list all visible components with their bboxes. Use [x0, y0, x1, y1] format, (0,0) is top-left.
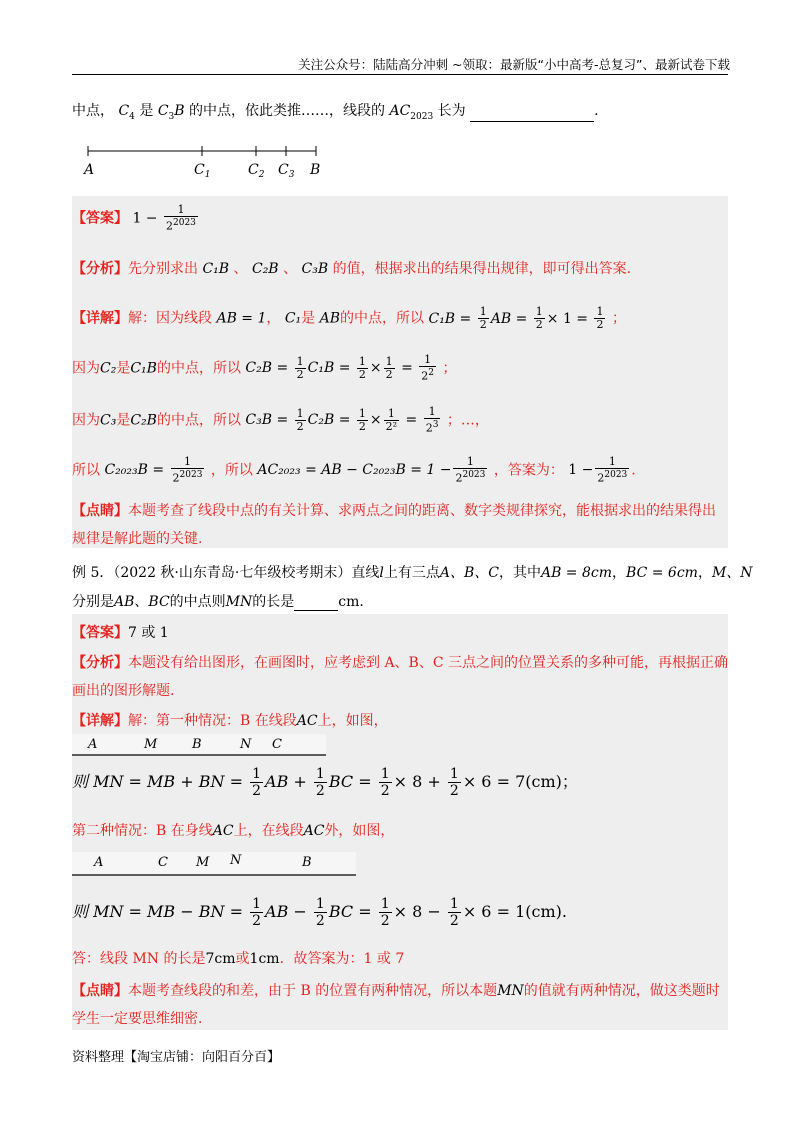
ex5-calc-2: 则 MN = MB − BN = $\frac{1}{2}$ AB − $\frac{1}{2}$ BC = $\frac{1}{2}$ × 8 − $\frac{1}{2}$ × 6 = 1(cm). [72, 896, 567, 929]
fig2-label-c: C [158, 855, 168, 870]
fig1-label-c: C [272, 737, 282, 752]
label-c3: $C_3$ [278, 162, 295, 180]
ex5-case-2: 第二种情况：B 在身线AC上，在线段AC外，如图， [72, 823, 395, 839]
answer-blank[interactable] [470, 121, 594, 122]
fig2-label-n: N [230, 853, 242, 868]
ex4-review-1: 【点睛】本题考查了线段中点的有关计算、求两点之间的距离、数字类规律探究，能根据求出的结果得出 [72, 503, 716, 519]
ex4-review-2: 规律是解此题的关键. [72, 531, 203, 547]
answer-blank[interactable] [294, 610, 338, 611]
figure-case-1 [72, 734, 332, 762]
label-c2: $C_2$ [248, 162, 265, 180]
ex5-review-2: 学生一定要思维细密. [72, 1011, 203, 1027]
page-footer: 资料整理【淘宝店铺：向阳百分百】 [72, 1050, 281, 1065]
ex4-detail-1: 【详解】解：因为线段 AB = 1， C₁是 AB的中点，所以 C₁B = $\frac{1}{2}$ AB = $\frac{1}{2}$ × 1 = $\frac{1}{2}$ ； [72, 305, 626, 331]
ex4-detail-3: 因为C₃是C₂B的中点，所以 C₃B = $\frac{1}{2}$ C₂B = $\frac{1}{2}$ × $\frac{1}{\text{2²}}$ = $\frac{1}{2^3}$ ；…， [72, 405, 489, 435]
fig1-label-n: N [240, 737, 252, 752]
fig1-label-a: A [88, 737, 98, 752]
ex5-calc-1: 则 MN = MB + BN = $\frac{1}{2}$ AB + $\frac{1}{2}$ BC = $\frac{1}{2}$ × 8 + $\frac{1}{2}$ × 6 = 7(cm)； [72, 766, 578, 799]
ex5-conclusion: 答：线段 MN 的长是7cm或1cm．故答案为：1 或 7 [72, 951, 405, 967]
ex5-analysis-1: 【分析】本题没有给出图形，在画图时，应考虑到 A、B、C 三点之间的位置关系的多种可能，再根据正确 [72, 655, 729, 671]
label-c1: $C_1$ [194, 162, 211, 180]
ex5-question-1: 例 5．（2022 秋·山东青岛·七年级校考期末）直线l上有三点A、B、C，其中AB = 8cm，BC = 6cm，M、N [72, 565, 753, 581]
figure-case-2 [72, 852, 362, 882]
label-a: A [84, 162, 95, 178]
ex4-detail-4: 所以 C₂₀₂₃B = $\frac{1}{2^{2023}}$ ，所以 AC₂₀₂₃ = AB − C₂₀₂₃B = 1 − $\frac{1}{2^{2023}}$ ，答案为： 1 − $\frac{1}{2^{2023}}$ . [72, 455, 636, 485]
fig2-label-m: M [196, 855, 210, 870]
ex5-answer: 【答案】7 或 1 [72, 625, 169, 641]
fig2-label-a: A [94, 855, 104, 870]
ex5-review-1: 【点睛】本题考查线段的和差，由于 B 的位置有两种情况，所以本题MN的值就有两种情况，做这类题时 [72, 983, 720, 999]
ex5-detail-1: 【详解】解：第一种情况：B 在线段AC上，如图， [72, 713, 388, 729]
fig1-label-m: M [144, 737, 158, 752]
header-rule [72, 74, 728, 75]
ex5-question-2: 分别是AB、BC的中点则MN的长是 cm. [72, 594, 364, 610]
ex4-analysis: 【分析】先分别求出 C₁B 、 C₂B 、 C₃B 的值，根据求出的结果得出规律，即可得出答案. [72, 261, 632, 277]
segment-figure [80, 142, 340, 186]
ex4-detail-2: 因为C₂是C₁B的中点，所以 C₂B = $\frac{1}{2}$ C₁B = $\frac{1}{2}$ × $\frac{1}{2}$ = $\frac{1}{2^2}$ ； [72, 353, 457, 383]
page-header: 关注公众号：陆陆高分冲刺 ~领取：最新版“小中高考-总复习”、最新试卷下载 [298, 57, 730, 72]
fig2-label-b: B [302, 855, 312, 870]
ex4-answer: 【答案】 1 − $\frac{1}{2^{2023}}$ [72, 203, 196, 233]
fig1-label-b: B [192, 737, 202, 752]
question-continuation: 中点， $C_4$ 是 $C_3B$ 的中点，依此类推……，线段的 $AC_{2023}$ 长为 . [72, 103, 599, 122]
ex5-analysis-2: 画出的图形解题. [72, 683, 175, 699]
label-b: B [310, 162, 321, 178]
